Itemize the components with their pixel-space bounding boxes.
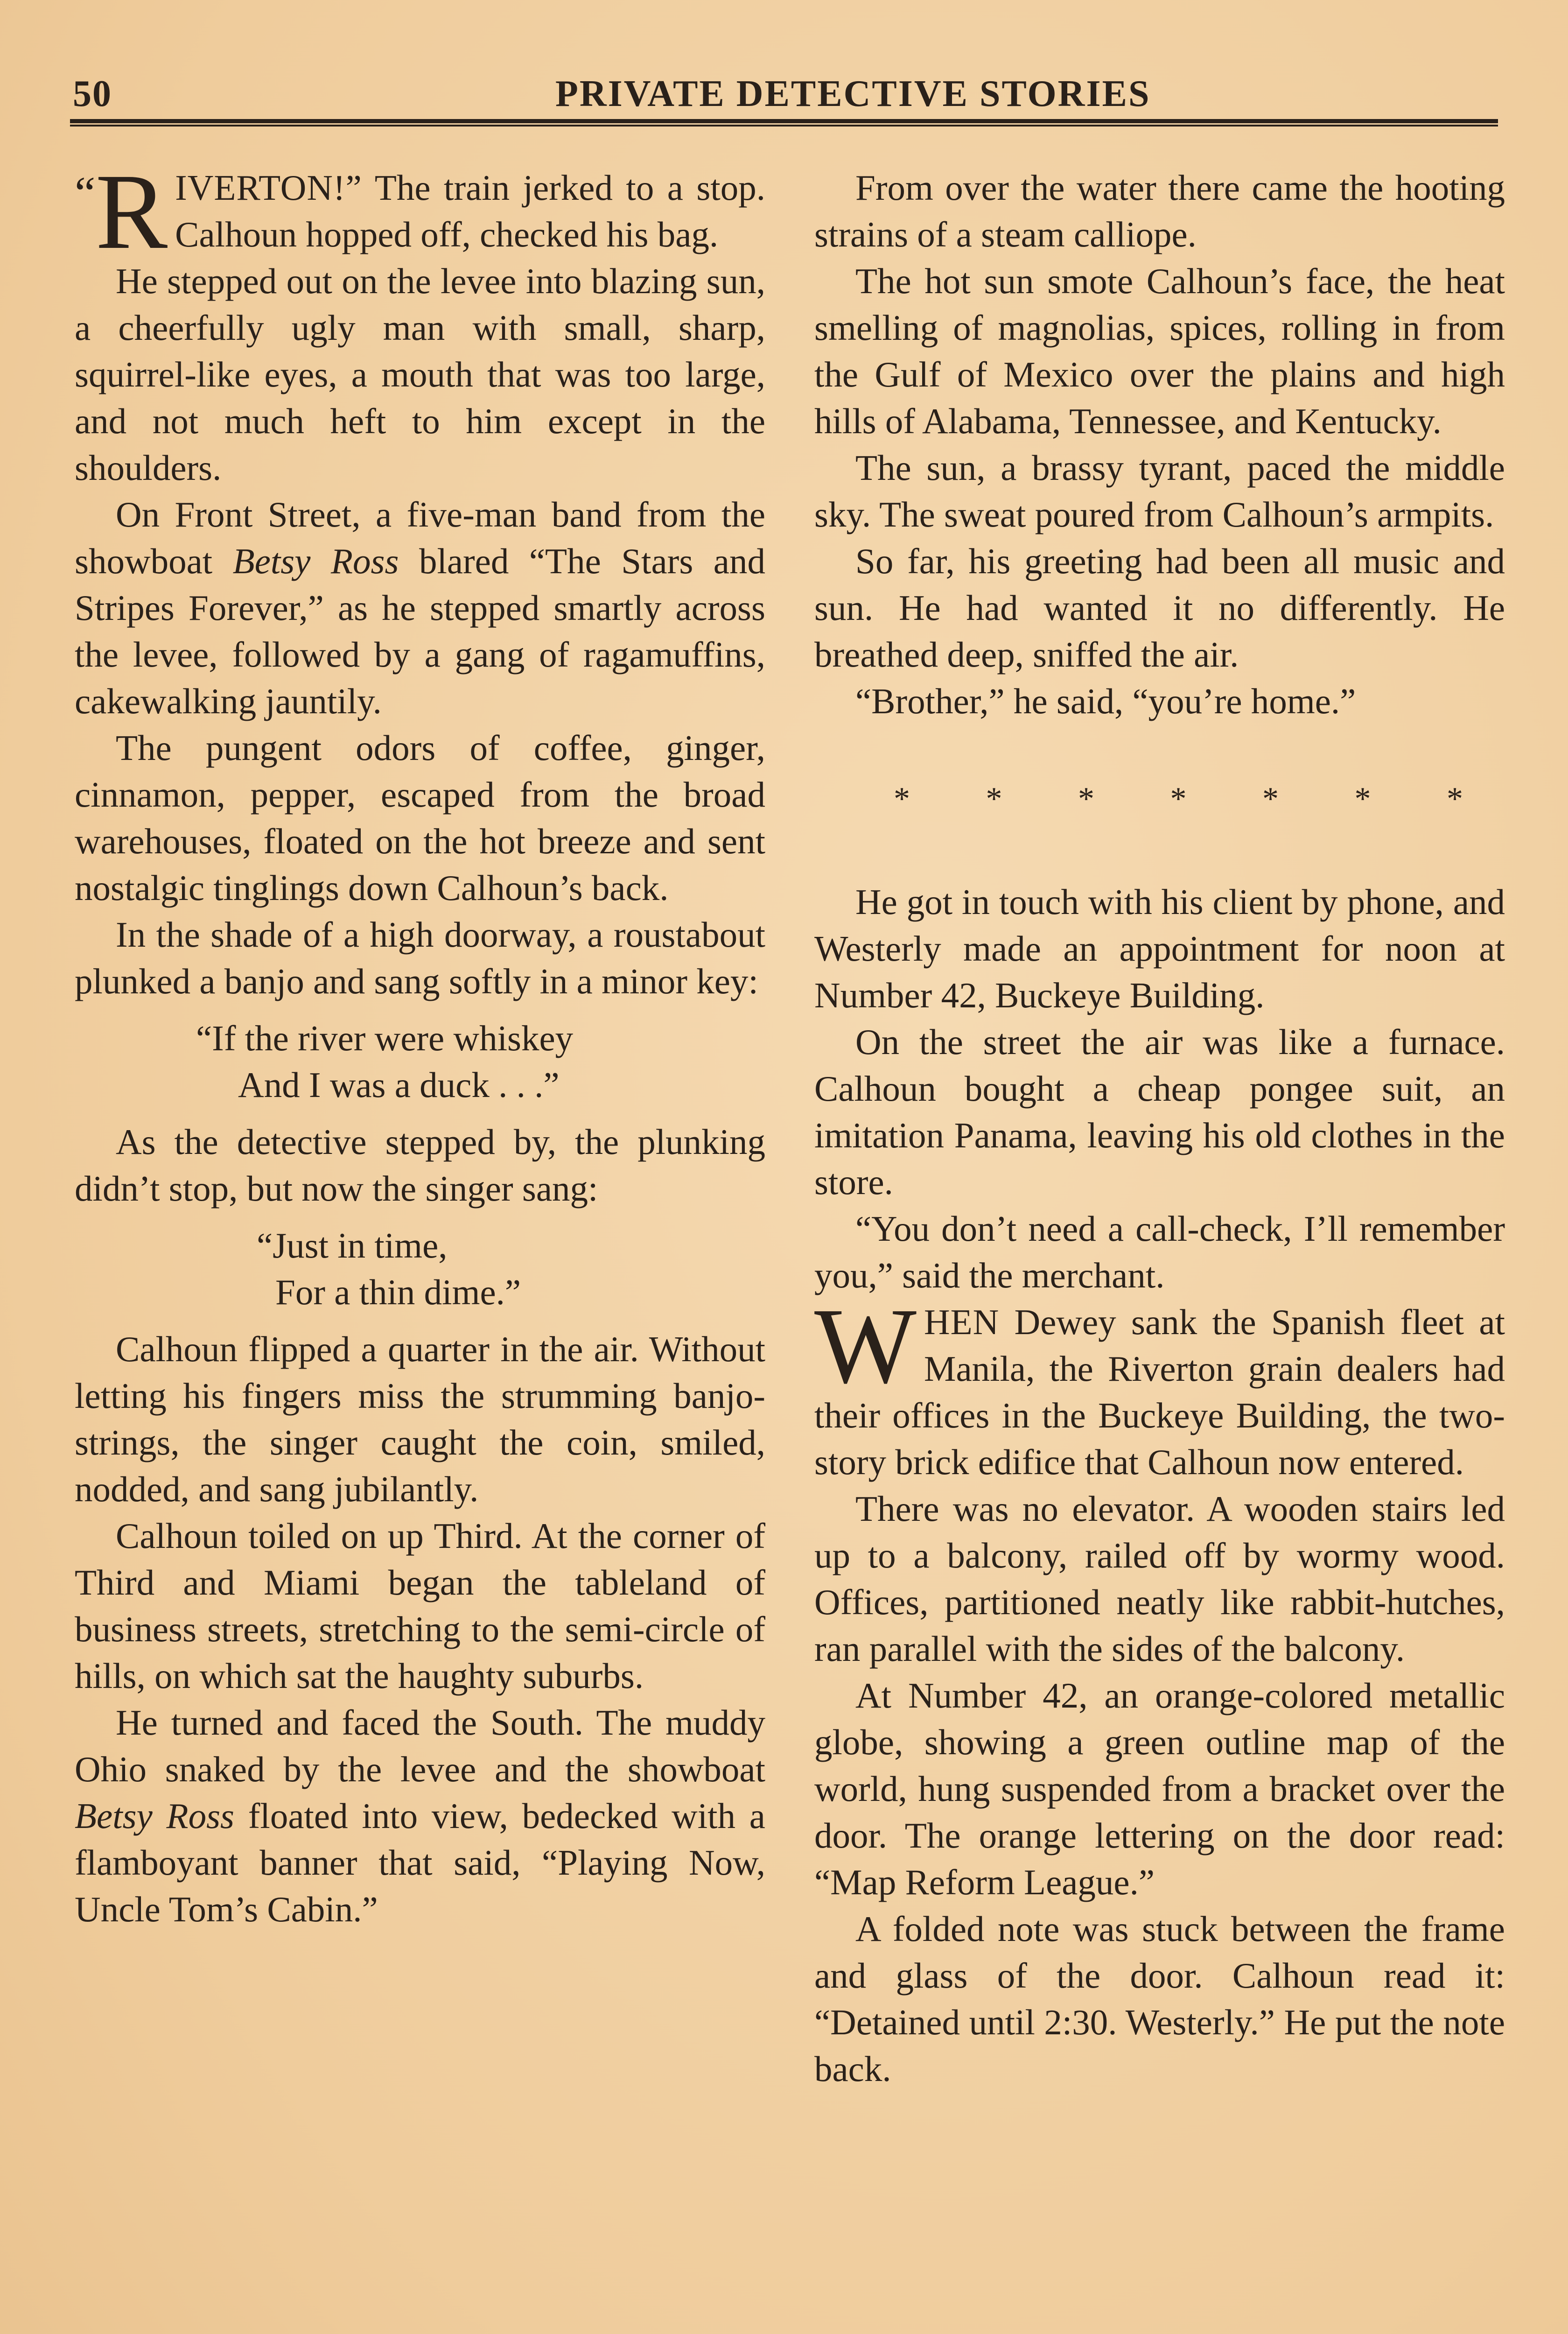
drop-cap: “R [75, 152, 168, 272]
running-title: PRIVATE DETECTIVE STORIES [555, 73, 1151, 114]
paragraph: Calhoun toiled on up Third. At the corner of Third and Miami began the tableland of business streets, stretching to the semi-circle of hills, on which sat the haughty suburbs. [75, 1516, 765, 1696]
header-rule [70, 119, 1498, 127]
song-verse [75, 1222, 765, 1315]
lead-in-smallcaps: HEN [924, 1302, 1000, 1342]
page-number: 50 [73, 73, 112, 114]
song-verse [75, 1015, 765, 1108]
separator-star: * [1170, 781, 1187, 817]
separator-star: * [1262, 781, 1279, 817]
paragraph: The sun, a brassy tyrant, paced the middle sky. The sweat poured from Calhoun’s armpits. [814, 448, 1505, 534]
verse-line: “If the river were whiskey [196, 1018, 574, 1058]
paragraph: The pungent odors of coffee, ginger, cinnamon, pepper, escaped from the broad warehouses, floated on the hot breeze and sent nostalgic tinglings down Calhoun’s back. [75, 728, 765, 908]
lead-in-smallcaps: IVERTON!” [175, 168, 362, 208]
separator-star: * [1447, 781, 1463, 817]
paragraph: There was no elevator. A wooden stairs led up to a balcony, railed off by wormy wood. Offices, partitioned neatly like rabbit-hutches, ran parallel with the sides of the balcony. [814, 1489, 1505, 1669]
paragraph: On the street the air was like a furnace. Calhoun bought a cheap pongee suit, an imitation Panama, leaving his old clothes in the store. [814, 1022, 1505, 1202]
paragraph: So far, his greeting had been all music and sun. He had wanted it no differently. He breathed deep, sniffed the air. [814, 541, 1505, 675]
drop-cap: W [814, 1286, 917, 1406]
paragraph: The hot sun smote Calhoun’s face, the heat smelling of magnolias, spices, rolling in from the Gulf of Mexico over the plains and high hills of Alabama, Tennessee, and Kentucky. [814, 261, 1505, 441]
paragraph: “Brother,” he said, “you’re home.” [855, 681, 1356, 721]
paragraph: “You don’t need a call-check, I’ll remember you,” said the merchant. [814, 1209, 1505, 1295]
paragraph: From over the water there came the hooting strains of a steam calliope. [814, 168, 1505, 254]
separator-star: * [1354, 781, 1371, 817]
paragraph: On Front Street, a five-man band from the showboat Betsy Ross blared “The Stars and Stripes Forever,” as he stepped smartly across the levee, followed by a gang of ragamuffins, cakewalking jauntily. [75, 494, 765, 721]
section-opening-paragraph: WHEN Dewey sank the Spanish fleet at Manila, the Riverton grain dealers had their offices in the Buckeye Building, the two-story brick edifice that Calhoun now entered. [814, 1286, 1505, 1482]
left-column [75, 152, 765, 1933]
separator-star: * [894, 781, 910, 817]
paragraph: As the detective stepped by, the plunking didn’t stop, but now the singer sang: [75, 1122, 765, 1209]
paragraph: A folded note was stuck between the frame and glass of the door. Calhoun read it: “Detained until 2:30. Westerly.” He put the note back. [814, 1909, 1505, 2089]
separator-star: * [1078, 781, 1094, 817]
right-column [814, 164, 1505, 2092]
paragraph: He turned and faced the South. The muddy Ohio snaked by the levee and the showboat Betsy Ross floated into view, bedecked with a flamboyant banner that said, “Playing Now, Uncle Tom’s Cabin.” [75, 1702, 765, 1929]
section-separator [814, 776, 1505, 823]
verse-line: And I was a duck . . .” [238, 1065, 560, 1105]
separator-star: * [986, 781, 1002, 817]
opening-paragraph: “R IVERTON!” The train jerked to a stop. Calhoun hopped off, checked his bag. [75, 152, 765, 272]
paragraph: Calhoun flipped a quarter in the air. Without letting his fingers miss the strumming banjo-strings, the singer caught the coin, smiled, nodded, and sang jubilantly. [75, 1329, 765, 1509]
paragraph: He stepped out on the levee into blazing sun, a cheerfully ugly man with small, sharp, squirrel-like eyes, a mouth that was too large, and not much heft to him except in the shoulders. [75, 261, 765, 488]
paragraph: At Number 42, an orange-colored metallic globe, showing a green outline map of the world, hung suspended from a bracket over the door. The orange lettering on the door read: “Map Reform League.” [814, 1675, 1505, 1902]
page-header [70, 70, 1498, 126]
paragraph: In the shade of a high doorway, a roustabout plunked a banjo and sang softly in a minor key: [75, 914, 765, 1001]
paragraph: He got in touch with his client by phone, and Westerly made an appointment for noon at Number 42, Buckeye Building. [814, 882, 1505, 1015]
verse-line: For a thin dime.” [275, 1272, 521, 1312]
verse-line: “Just in time, [257, 1225, 448, 1265]
